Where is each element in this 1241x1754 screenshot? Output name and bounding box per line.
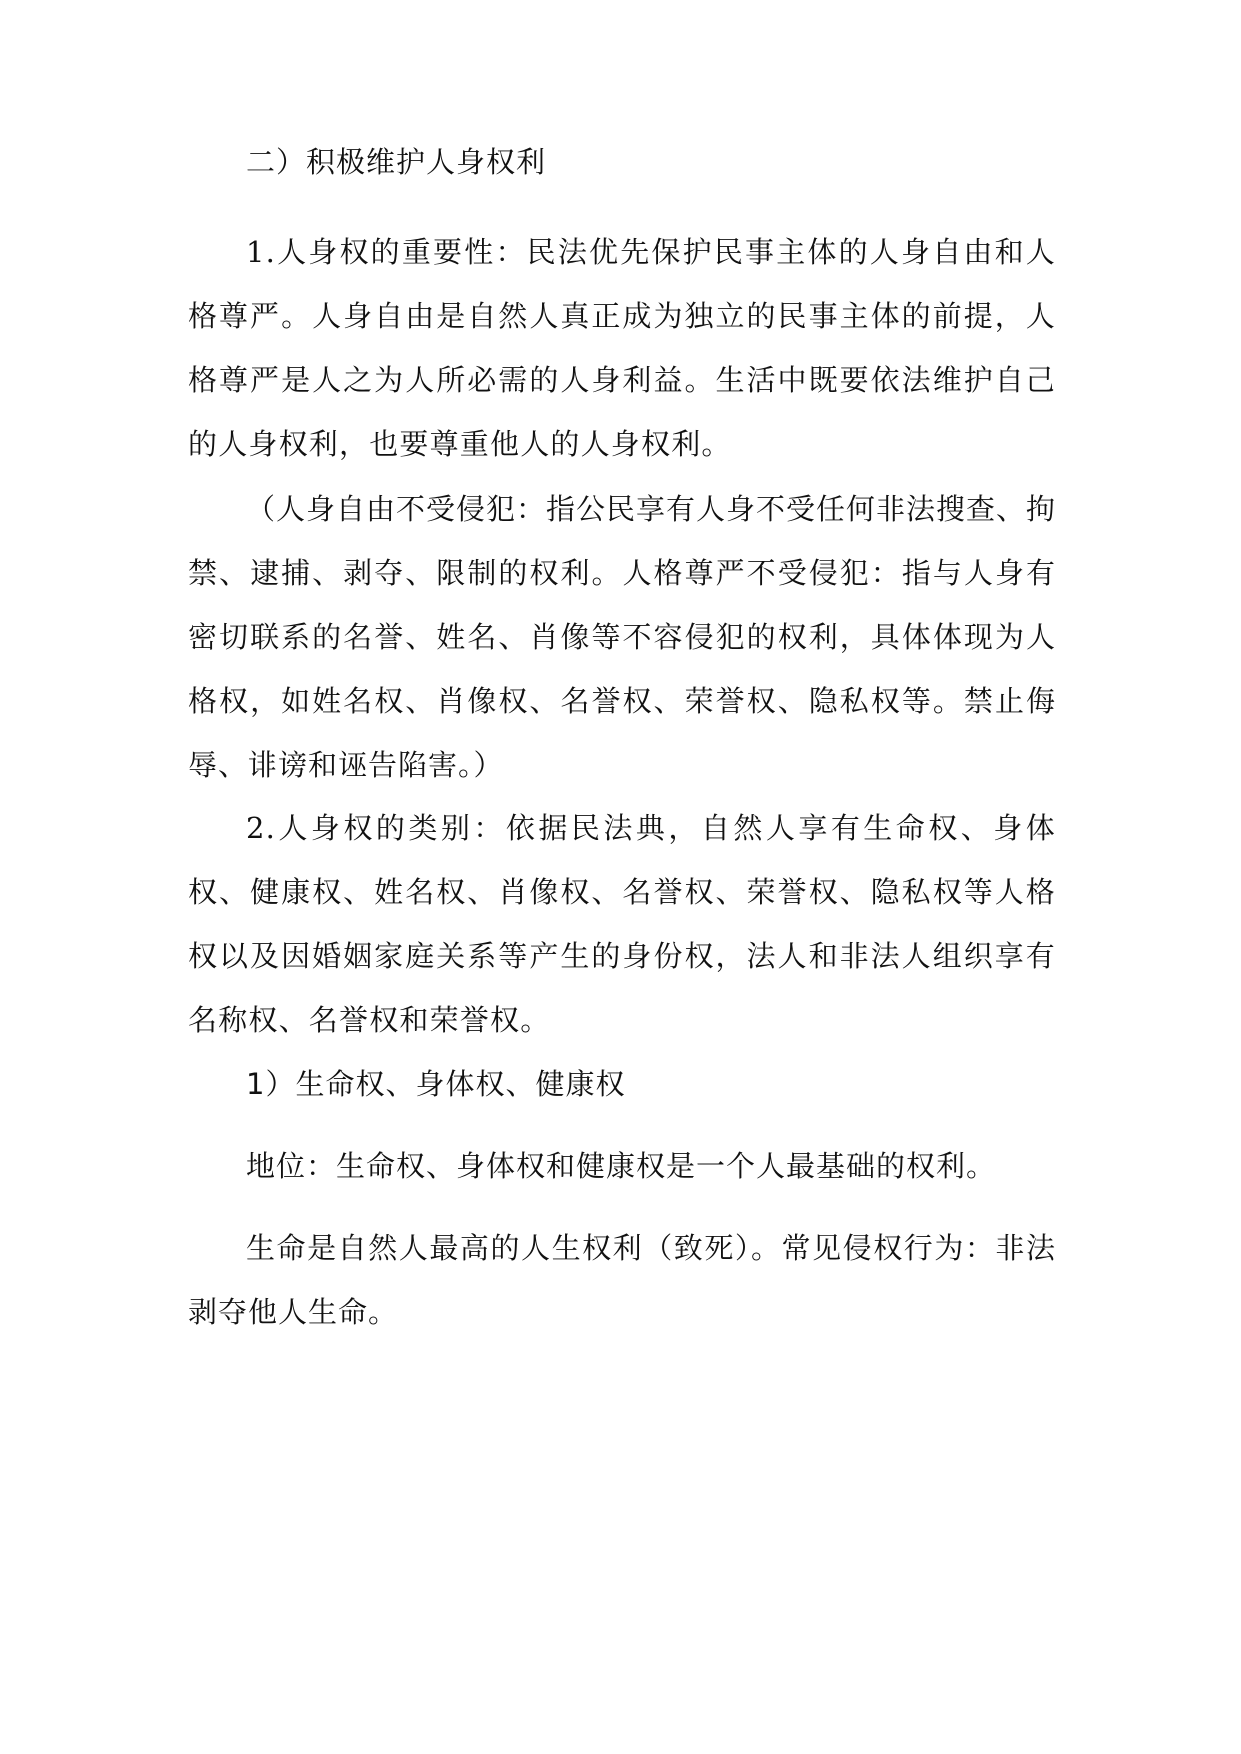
paragraph-note	[188, 477, 1056, 797]
sub-heading-text: 1）生命权、身体权、健康权	[246, 1067, 626, 1101]
paragraph-text: 2.人身权的类别：依据民法典，自然人享有生命权、身体权、健康权、姓名权、肖像权、名誉权、荣誉权、隐私权等人格权以及因婚姻家庭关系等产生的身份权，法人和非法人组织享有名称权、名誉权和荣誉权。	[188, 811, 1056, 1037]
paragraph-importance	[188, 220, 1056, 476]
sub-heading	[188, 1052, 1056, 1116]
paragraph-text: 1.人身权的重要性：民法优先保护民事主体的人身自由和人格尊严。人身自由是自然人真正成为独立的民事主体的前提，人格尊严是人之为人所必需的人身利益。生活中既要依法维护自己的人身权利，也要尊重他人的人身权利。	[188, 235, 1056, 461]
paragraph-status	[188, 1134, 1056, 1198]
paragraph-categories	[188, 796, 1056, 1052]
section-heading	[188, 130, 1056, 194]
paragraph-text: （人身自由不受侵犯：指公民享有人身不受任何非法搜查、拘禁、逮捕、剥夺、限制的权利。人格尊严不受侵犯：指与人身有密切联系的名誉、姓名、肖像等不容侵犯的权利，具体体现为人格权，如姓名权、肖像权、名誉权、荣誉权、隐私权等。禁止侮辱、诽谤和诬告陷害。）	[188, 492, 1057, 782]
paragraph-life	[188, 1216, 1056, 1344]
heading-text: 二）积极维护人身权利	[246, 145, 547, 179]
paragraph-text: 生命是自然人最高的人生权利（致死）。常见侵权行为：非法剥夺他人生命。	[188, 1231, 1056, 1329]
paragraph-text: 地位：生命权、身体权和健康权是一个人最基础的权利。	[246, 1149, 997, 1183]
